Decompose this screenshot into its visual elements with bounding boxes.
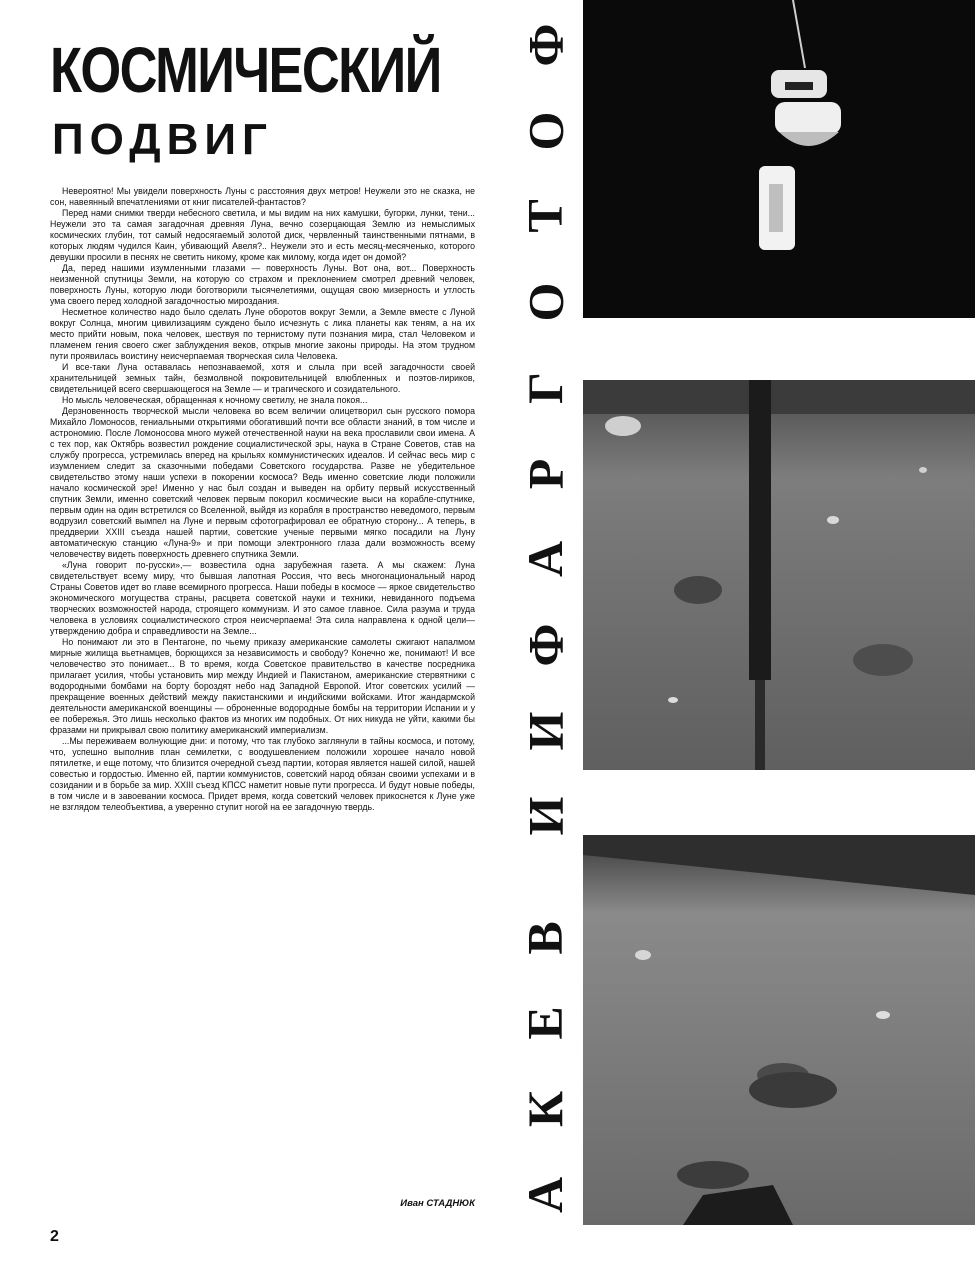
author-signature: Иван СТАДНЮК: [400, 1198, 475, 1209]
article-paragraph: ...Мы переживаем волнующие дни: и потому, что так глубоко заглянули в тайны космоса, и потому, что, успешно выполнив план семилетки, с воодушевлением положили хорошее начало новой пятилетке, и еще потому, что близится очередной съезд партии, которая является нашей силой, нашей совестью и гордостью. Именно ей, партии коммунистов, советский народ обязан своими успехами и в созидании и в борьбе за мир. XXIII съезд КПСС наметит новые пути прогресса. И будут новые победы, в том числе и в завоевании космоса. Придет время, когда советский человек прикоснется к Луне уже не взглядом телеобъектива, а уверенно ступит ногой на ее загадочную твердь.: [50, 736, 475, 812]
headline-line-1: КОСМИЧЕСКИЙ: [50, 34, 441, 106]
article-paragraph: Да, перед нашими изумленными глазами — поверхность Луны. Вот она, вот... Поверхность неизменной спутницы Земли, на которую со страхом и преклонением смотрел древний человек, поверхность Луны, которую люди боготворили тысячелетиями, ощущая свою мизерность и утлость ума своего перед холодной загадочностью мироздания.: [50, 263, 475, 306]
caption-letter: О: [517, 111, 573, 151]
article-paragraph: Несметное количество надо было сделать Луне оборотов вокруг Земли, а Земле вместе с Луной вокруг Солнца, многим цивилизациям суждено было исчезнуть с лика планеты как теням, а на их место прийти новым, пока человек, шествуя по тернистому пути познания мира, стал Человеком и пламенем гения своего сжег заблуждения веков, открыв многие законы природы. На этом трудном пути проявилась воистину неисчерпаемая творческая сила Человека.: [50, 307, 475, 361]
headline-line-2: ПОДВИГ: [52, 115, 273, 164]
article-paragraph: Перед нами снимки тверди небесного светила, и мы видим на них камушки, бугорки, лунки, тени... Неужели это та самая загадочная древняя Луна, вечно созерцающая Землю из немыслимых космических глубин, тот самый недосягаемый золотой диск, червленный таинственными пятнами, в которых людям чудился Каин, убивающий Авеля?.. Неужели это и есть месяц-месяченько, которого девушки просили в песнях не светить никому, кроме как милому, когда идет он домой?: [50, 208, 475, 262]
article-paragraph: Но мысль человеческая, обращенная к ночному светилу, не знала покоя...: [62, 395, 368, 405]
article-body: [50, 186, 475, 813]
photo-lunar-surface: [583, 380, 975, 770]
vertical-caption: [515, 20, 575, 1220]
caption-letter: А: [516, 541, 573, 578]
caption-letter: Г: [517, 371, 573, 404]
article-paragraph: И все-таки Луна оставалась непознаваемой, хотя и слыла при всей загадочности своей хранительницей земных тайн, безмолвной покровительницей влюбленных и поэтов-лириков, свидетельницей всего свершающегося на Земле — и трагического и созидательного.: [50, 362, 475, 394]
caption-letter: А: [516, 1176, 573, 1213]
photo-lunar-probe: [583, 0, 975, 318]
caption-letter: Е: [516, 1006, 573, 1041]
article-paragraph: «Луна говорит по-русски»,— возвестила одна зарубежная газета. А мы скажем: Луна свидетельствует всему миру, что бывшая лапотная Россия, что весь многонациональный народ Страны Советов идет во главе всемирного прогресса. Наши победы в космосе — яркое свидетельство экономического могущества страны, расцвета советской науки и техники, невиданного подъема творческих возможностей народа, строящего коммунизм. И это самое главное. Сила разума и труда человека в условиях социалистического строя неисчерпаема! Эта сила направлена к одной цели— утверждению добра и справедливости на Земле...: [50, 560, 475, 636]
caption-letter: Р: [516, 458, 573, 489]
article-paragraph: Дерзновенность творческой мысли человека во всем величии олицетворил сын русского помора Михайло Ломоносов, гениальными открытиями обогативший почти все области знаний, в том числе и астрономию. После Ломоносова много мужей отечественной науки на века прославили свои имена. А с тех пор, как Октябрь возвестил рождение социалистической эры, наука в Стране Советов, став на службу прогресса, устремилась вперед на крыльях коммунистических идеалов. И сейчас весь мир с изумлением следит за сказочными победами Советского государства. Разве не убедительное свидетельство этому наши успехи в покорении космоса? Ведь именно советские люди положили начало космической эре! Именно у нас был создан и выведен на орбиту первый искусственный спутник Земли, именно советский человек первым покорил космические выси на корабле-спутнике, первым один на один встретился со Вселенной, выйдя из корабля в пространство неведомого, первым водрузил советский вымпел на Луне и первым сфотографировал ее обратную сторону... А теперь, в преддверии XXIII съезда нашей партии, советские ученые первыми мягко посадили на Луну автоматическую станцию «Луна-9» и при помощи электронного глаза дали возможность всему человечеству видеть поверхность древнего спутника Земли.: [50, 406, 475, 559]
article-paragraph: Невероятно! Мы увидели поверхность Луны с расстояния двух метров! Неужели это не сказка, не сон, навеянный впечатлениями от книг писателей-фантастов?: [50, 186, 475, 207]
caption-letter: Т: [516, 199, 573, 234]
caption-letter: И: [517, 796, 573, 836]
caption-letter: В: [516, 921, 573, 955]
article-paragraph: Но понимают ли это в Пентагоне, по чьему приказу американские самолеты сжигают напалмом мирные жилища вьетнамцев, борющихся за независимость и свободу? Конечно же, понимают! И все человечество это понимает... В то время, когда Советское правительство в качестве посредника прилагает усилия, чтобы установить мир между Индией и Пакистаном, американские стервятники с водородными бомбами на борту бороздят небо над Западной Европой. Итог советских усилий — прекращение военных действий между пакистанскими и индийскими войсками. Итог жандармской деятельности американской военщины — оброненные водородные бомбы на территории Испании и у ее побережья. Это лишь несколько фактов из многих им подобных. От них никуда не уйти, какими бы фразами ни прикрывал свою политику американский империализм.: [50, 637, 475, 735]
caption-letter: И: [517, 711, 573, 751]
caption-letter: О: [517, 282, 573, 322]
caption-letter: Ф: [516, 23, 573, 67]
caption-letter: К: [516, 1091, 573, 1128]
page-number: 2: [50, 1228, 59, 1245]
caption-letter: Ф: [516, 623, 573, 667]
photo-lunar-closeup: [583, 835, 975, 1225]
